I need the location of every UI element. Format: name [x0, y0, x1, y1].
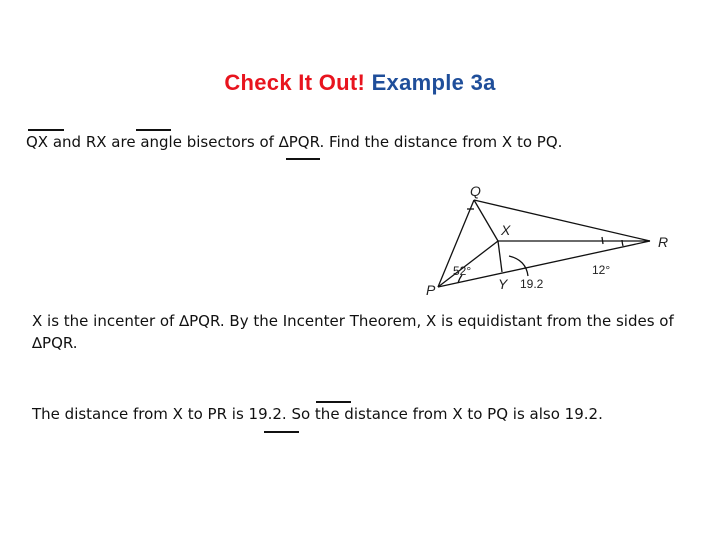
- label-distance: 19.2: [520, 277, 544, 291]
- triangle-diagram: [410, 180, 680, 300]
- label-angle-p: 52°: [453, 264, 472, 278]
- paragraph-incenter-line1: X is the incenter of ∆PQR. By the Incenter Theorem, X is equidistant from the sides of: [32, 312, 674, 330]
- label-x: X: [501, 222, 511, 238]
- label-r: R: [658, 234, 669, 250]
- slide-title: [0, 70, 720, 96]
- bisector-qx: [474, 200, 498, 241]
- arc-y: [509, 256, 528, 276]
- tick-r: [602, 237, 603, 244]
- label-q: Q: [470, 183, 481, 199]
- label-y: Y: [498, 276, 508, 292]
- underline-pq-answer: [264, 431, 299, 433]
- paragraph-incenter-line2: ∆PQR.: [32, 334, 78, 352]
- problem-statement: QX and RX are angle bisectors of ∆PQR. Find the distance from X to PQ.: [26, 133, 563, 151]
- title-check-it-out: Check It Out!: [224, 70, 366, 95]
- segment-xy: [498, 241, 502, 272]
- label-angle-r: 12°: [592, 263, 611, 277]
- title-example: Example 3a: [371, 70, 496, 95]
- underline-pq: [286, 158, 320, 160]
- paragraph-distance: The distance from X to PR is 19.2. So the distance from X to PQ is also 19.2.: [32, 405, 603, 423]
- label-p: P: [426, 282, 436, 298]
